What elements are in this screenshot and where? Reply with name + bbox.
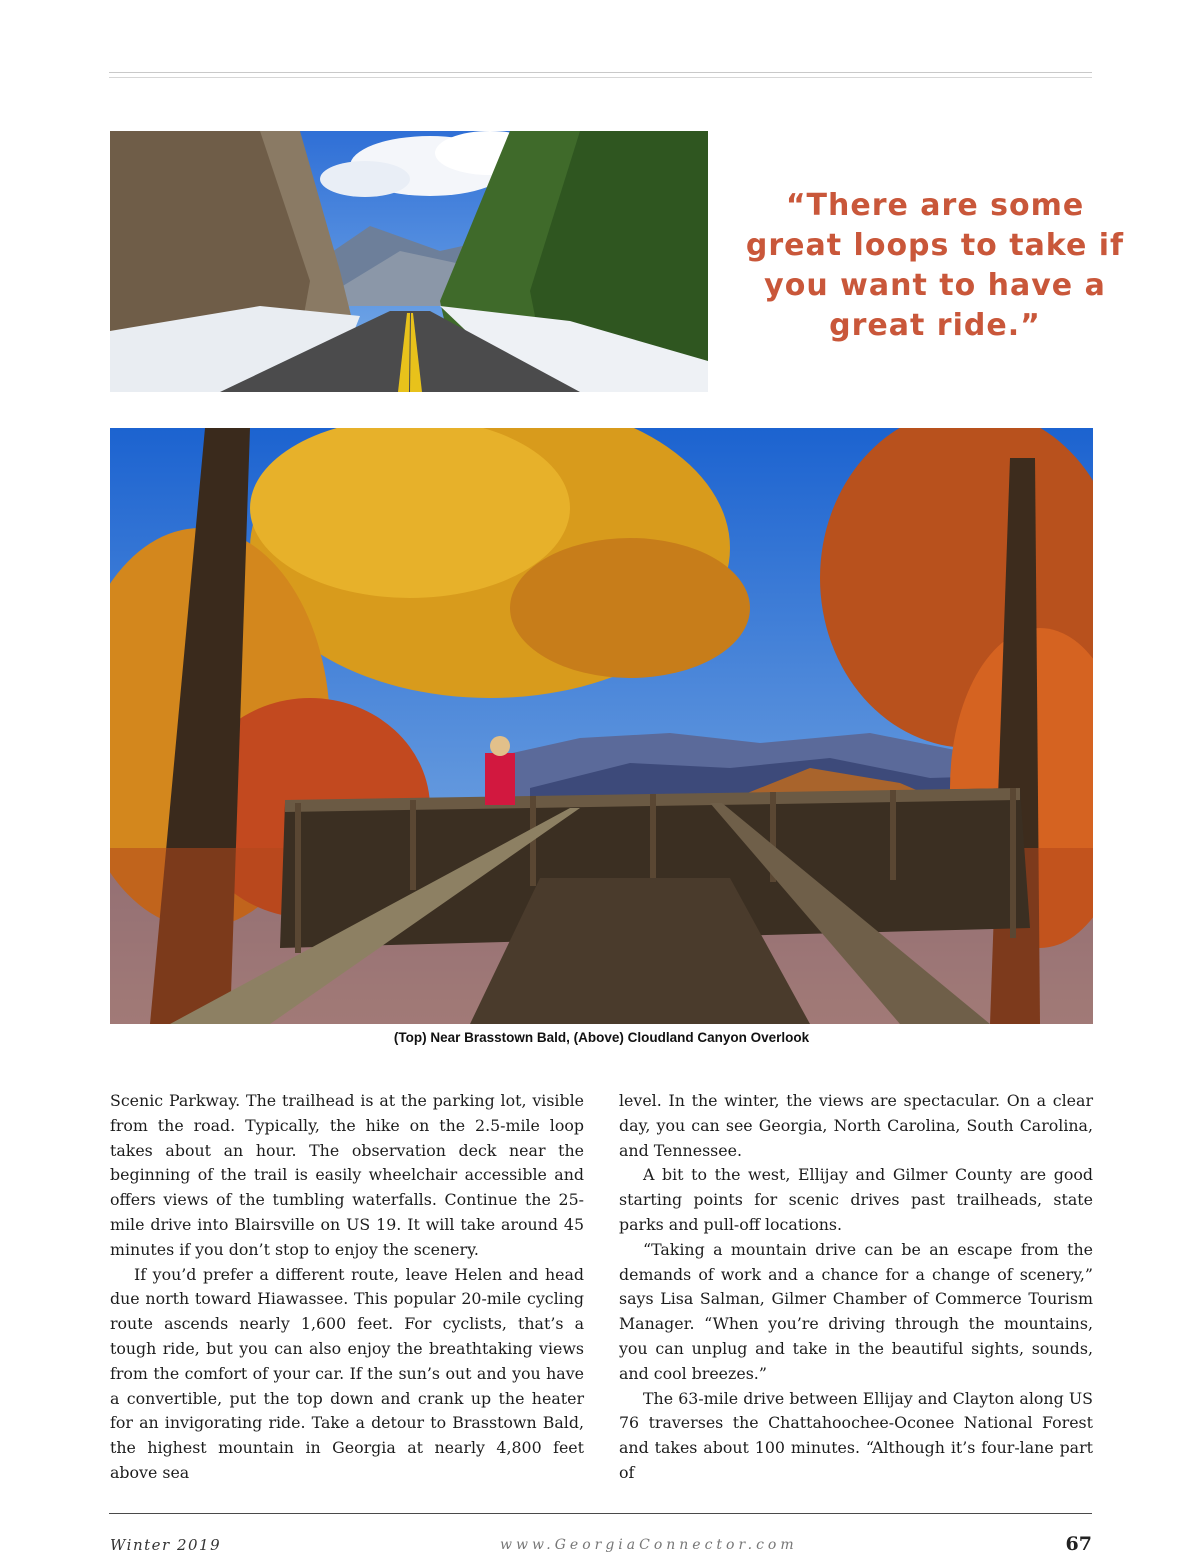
body-column-right [619, 1089, 1093, 1486]
paragraph: A bit to the west, Ellijay and Gilmer County are good starting points for scenic drives past trailheads, state parks and pull-off locations. [619, 1165, 1093, 1234]
footer-rule [109, 1513, 1092, 1514]
page-number: 67 [1065, 1533, 1092, 1555]
photo-caption: (Top) Near Brasstown Bald, (Above) Cloudland Canyon Overlook [393, 1030, 810, 1045]
paragraph: The 63-mile drive between Ellijay and Clayton along US 76 traverses the Chattahoochee-Oconee National Forest and takes about 100 minutes. “Although it’s four-lane part of [619, 1388, 1093, 1482]
photo-overlook-deck [110, 428, 1093, 1024]
footer-issue-date: Winter 2019 [110, 1536, 222, 1554]
footer-website[interactable]: www.GeorgiaConnector.com [500, 1537, 798, 1553]
paragraph: “Taking a mountain drive can be an escape from the demands of work and a chance for a change of scenery,” says Lisa Salman, Gilmer Chamber of Commerce Tourism Manager. “When you’re driving through the mountains, you can unplug and take in the beautiful sights, sounds, and cool breezes.” [619, 1239, 1093, 1383]
header-rule-secondary [109, 77, 1092, 78]
pull-quote: “There are some great loops to take if you want to have a great ride.” [745, 188, 1125, 343]
body-column-left [110, 1089, 584, 1486]
paragraph: Scenic Parkway. The trailhead is at the parking lot, visible from the road. Typically, the hike on the 2.5-mile loop takes about an hour. The observation deck near the beginning of the trail is easily wheelchair accessible and offers views of the tumbling waterfalls. Continue the 25-mile drive into Blairsville on US 19. It will take around 45 minutes if you don’t stop to enjoy the scenery. [110, 1091, 584, 1259]
paragraph: level. In the winter, the views are spectacular. On a clear day, you can see Georgia, North Carolina, South Carolina, and Tennessee. [619, 1091, 1093, 1160]
paragraph: If you’d prefer a different route, leave Helen and head due north toward Hiawassee. This popular 20-mile cycling route ascends nearly 1,600 feet. For cyclists, that’s a tough ride, but you can also enjoy the breathtaking views from the comfort of your car. If the sun’s out and you have a convertible, put the top down and crank up the heater for an invigorating ride. Take a detour to Brasstown Bald, the highest mountain in Georgia at nearly 4,800 feet above sea [110, 1264, 584, 1482]
photo-mountain-road [110, 131, 708, 392]
header-rule [109, 72, 1092, 73]
